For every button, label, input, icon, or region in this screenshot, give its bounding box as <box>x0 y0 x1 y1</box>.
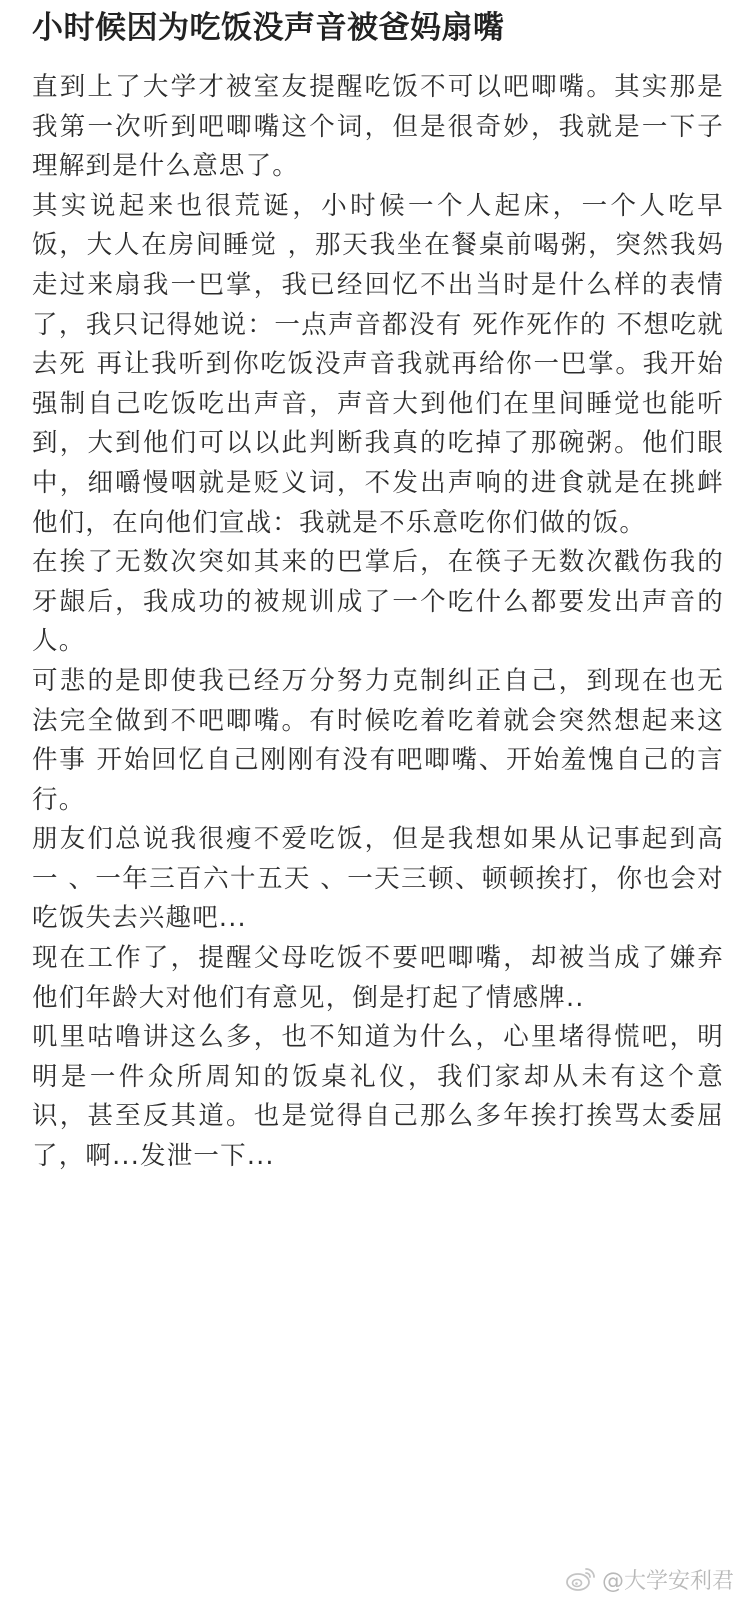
paragraph-7: 叽里咕噜讲这么多，也不知道为什么，心里堵得慌吧，明明是一件众所周知的饭桌礼仪，我们家却从未有这个意识，甚至反其道。也是觉得自己那么多年挨打挨骂太委屈了，啊...发泄一下... <box>32 1022 724 1172</box>
weibo-logo-icon <box>566 1566 596 1592</box>
paragraph-2: 其实说起来也很荒诞，小时候一个人起床，一个人吃早饭，大人在房间睡觉 ，那天我坐在餐桌前喝粥，突然我妈走过来扇我一巴掌，我已经回忆不出当时是什么样的表情了，我只记得她说：一点声音都没有 死作死作的 不想吃就去死 再让我听到你吃饭没声音我就再给你一巴掌。我开始强制自己吃饭吃出声音，声音大到他们在里间睡觉也能听到，大到他们可以以此判断我真的吃掉了那碗粥。他们眼中，细嚼慢咽就是贬义词，不发出声响的进食就是在挑衅他们，在向他们宣战：我就是不乐意吃你们做的饭。 <box>32 190 724 538</box>
post-title: 小时候因为吃饭没声音被爸妈扇嘴 <box>32 10 505 46</box>
paragraph-5: 朋友们总说我很瘦不爱吃饭，但是我想如果从记事起到高一 、一年三百六十五天 、一天三顿、顿顿挨打，你也会对吃饭失去兴趣吧... <box>32 824 724 934</box>
paragraph-3: 在挨了无数次突如其来的巴掌后，在筷子无数次戳伤我的牙龈后，我成功的被规训成了一个吃什么都要发出声音的人。 <box>32 547 724 657</box>
watermark <box>566 1562 734 1596</box>
paragraph-6: 现在工作了，提醒父母吃饭不要吧唧嘴，却被当成了嫌弃他们年龄大对他们有意见，倒是打起了情感牌.. <box>32 943 724 1013</box>
paragraph-4: 可悲的是即使我已经万分努力克制纠正自己，到现在也无法完全做到不吧唧嘴。有时候吃着吃着就会突然想起来这件事 开始回忆自己刚刚有没有吧唧嘴、开始羞愧自己的言行。 <box>32 665 724 815</box>
watermark-text: @大学安利君 <box>601 1568 734 1594</box>
post-body <box>32 68 724 1177</box>
paragraph-1: 直到上了大学才被室友提醒吃饭不可以吧唧嘴。其实那是我第一次听到吧唧嘴这个词，但是很奇妙，我就是一下子理解到是什么意思了。 <box>32 72 724 182</box>
